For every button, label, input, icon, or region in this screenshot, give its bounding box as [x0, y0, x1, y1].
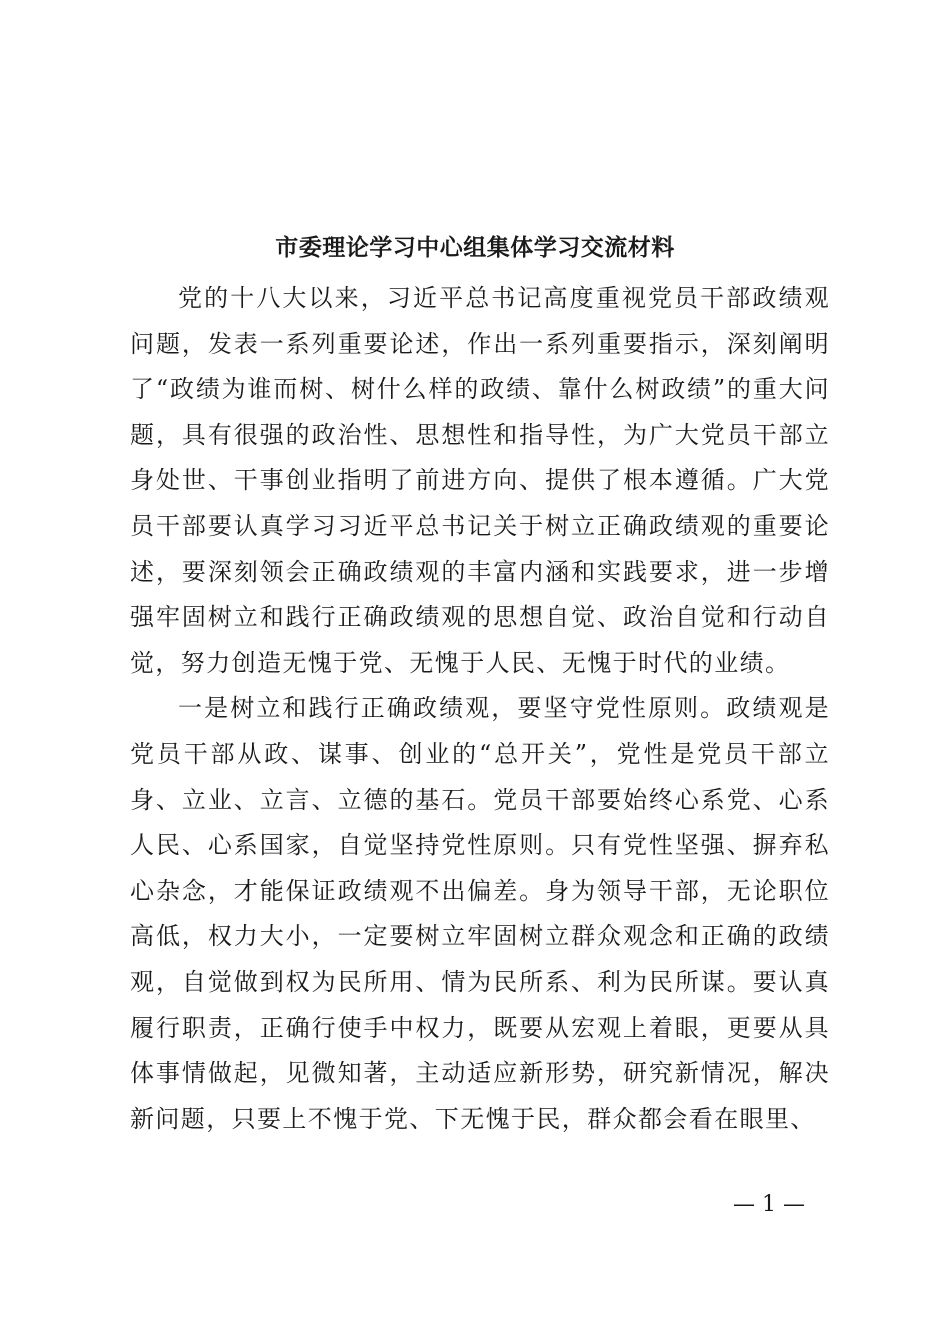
paragraph-intro: 党的十八大以来，习近平总书记高度重视党员干部政绩观问题，发表一系列重要论述，作出一系列重要指示，深刻阐明了“政绩为谁而树、树什么样的政绩、靠什么树政绩”的重大问题，具有很强的政治性、思想性和指导性，为广大党员干部立身处世、干事创业指明了前进方向、提供了根本遵循。广大党员干部要认真学习习近平总书记关于树立正确政绩观的重要论述，要深刻领会正确政绩观的丰富内涵和实践要求，进一步增强牢固树立和践行正确政绩观的思想自觉、政治自觉和行动自觉，努力创造无愧于党、无愧于人民、无愧于时代的业绩。: [130, 284, 830, 677]
document-body: [130, 276, 830, 1142]
page-number: — 1 —: [733, 1192, 805, 1217]
paragraph-point-one: 一是树立和践行正确政绩观，要坚守党性原则。政绩观是党员干部从政、谋事、创业的“总开关”，党性是党员干部立身、立业、立言、立德的基石。党员干部要始终心系党、心系人民、心系国家，自觉坚持党性原则。只有党性坚强、摒弃私心杂念，才能保证政绩观不出偏差。身为领导干部，无论职位高低，权力大小，一定要树立牢固树立群众观念和正确的政绩观，自觉做到权为民所用、情为民所系、利为民所谋。要认真履行职责，正确行使手中权力，既要从宏观上着眼，更要从具体事情做起，见微知著，主动适应新形势，研究新情况，解决新问题，只要上不愧于党、下无愧于民，群众都会看在眼里、: [130, 694, 830, 1133]
document-title: 市委理论学习中心组集体学习交流材料: [275, 234, 675, 261]
